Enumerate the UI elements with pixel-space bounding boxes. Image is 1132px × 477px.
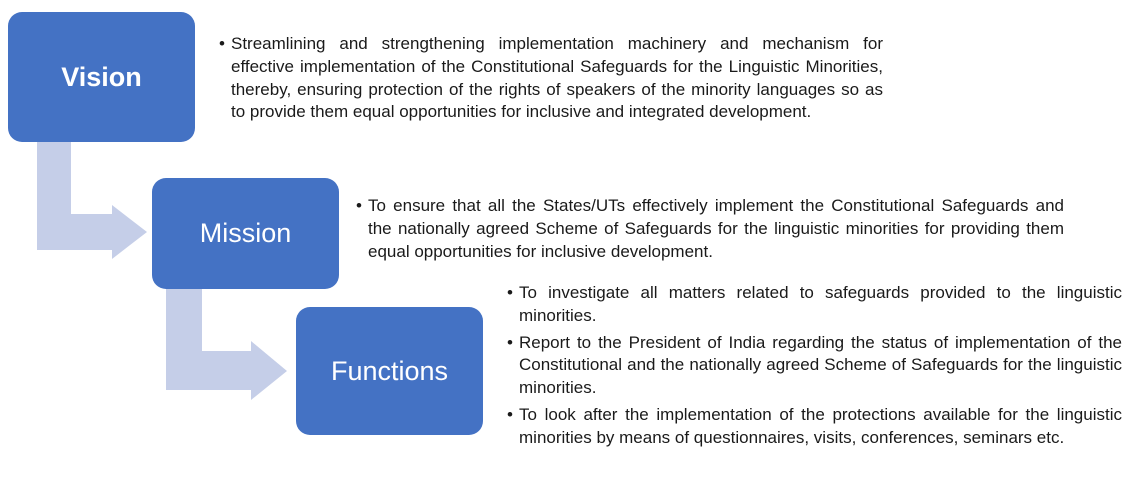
mission-text-block bbox=[356, 195, 1064, 267]
functions-box bbox=[296, 307, 483, 435]
vision-box bbox=[8, 12, 195, 142]
mission-label: Mission bbox=[199, 218, 292, 248]
mission-to-functions-arrow bbox=[166, 289, 287, 400]
vision-point: • Streamlining and strengthening implementation machinery and mechanism for effective implementation of the Constitutional Safeguards for the Linguistic Minorities, thereby, ensuring protection of the rights of speakers of the minority languages so as to provide them equal opportunities for inclusive and integrated development. bbox=[219, 33, 883, 124]
vision-text-block bbox=[219, 33, 883, 128]
functions-text-block bbox=[507, 282, 1122, 454]
functions-label: Functions bbox=[330, 355, 449, 386]
mission-box bbox=[152, 178, 339, 289]
mission-point: • To ensure that all the States/UTs effectively implement the Constitutional Safeguards and the nationally agreed Scheme of Safeguards for the linguistic minorities for providing them equal opportunities for inclusive development. bbox=[356, 195, 1064, 263]
vision-label: Vision bbox=[61, 61, 142, 92]
functions-point-report: • Report to the President of India regarding the status of implementation of the Constitutional and the nationally agreed Scheme of Safeguards for the linguistic minorities. bbox=[507, 332, 1122, 400]
vision-to-mission-arrow bbox=[37, 142, 147, 259]
functions-point-investigate: • To investigate all matters related to safeguards provided to the linguistic minorities. bbox=[507, 282, 1122, 328]
functions-point-protections: • To look after the implementation of the protections available for the linguistic minorities by means of questionnaires, visits, conferences, seminars etc. bbox=[507, 404, 1122, 450]
